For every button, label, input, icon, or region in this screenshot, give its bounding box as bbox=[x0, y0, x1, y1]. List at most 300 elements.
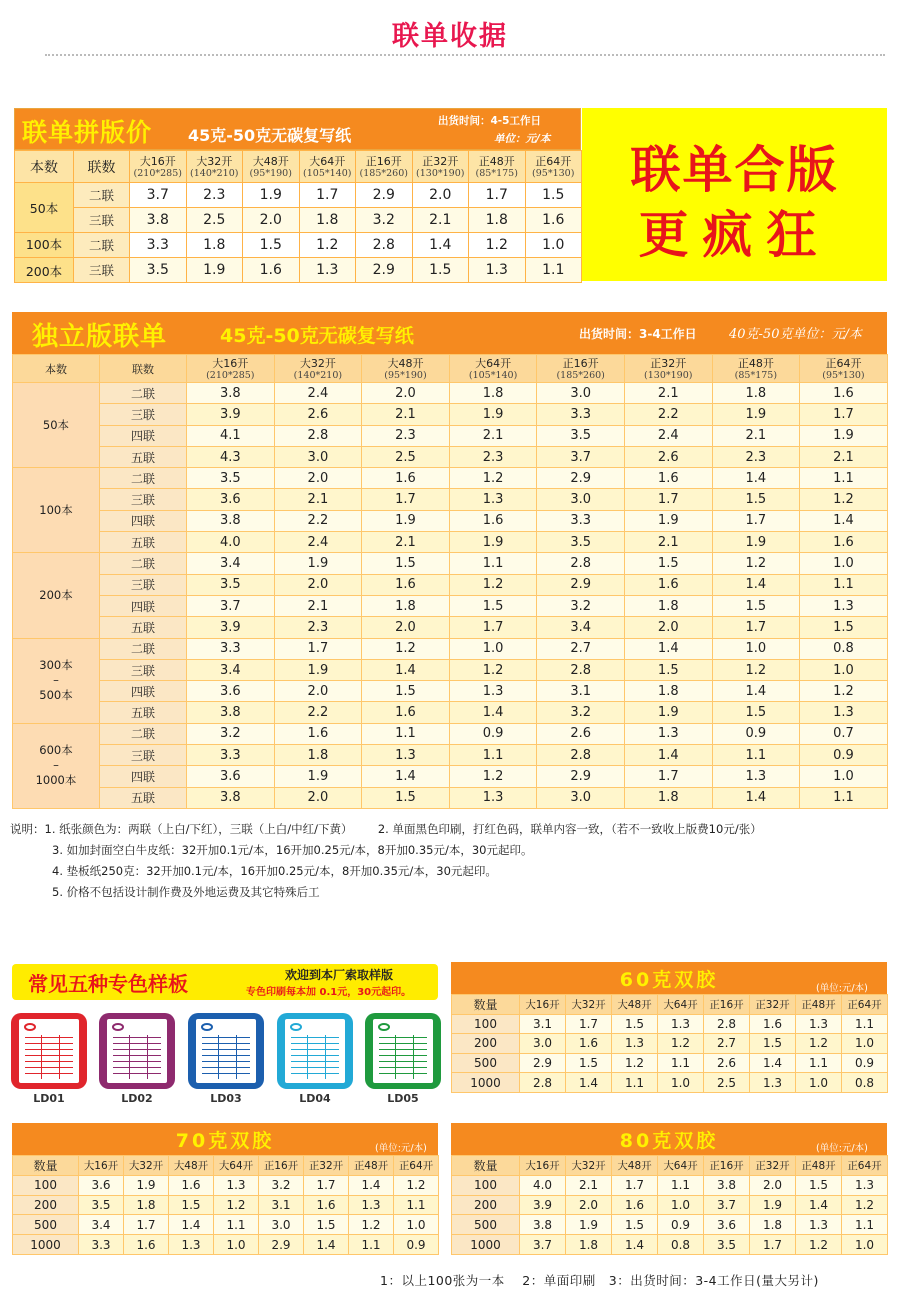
price-cell: 1.1 bbox=[800, 787, 888, 808]
price-cell: 2.4 bbox=[624, 425, 712, 446]
price-cell: 1.9 bbox=[274, 766, 362, 787]
price-cell: 1.3 bbox=[624, 723, 712, 744]
price-cell: 2.0 bbox=[274, 468, 362, 489]
sample-card bbox=[11, 1013, 87, 1089]
table-row bbox=[13, 787, 888, 808]
price-cell: 0.8 bbox=[800, 638, 888, 659]
price-cell: 3.8 bbox=[187, 787, 275, 808]
price-cell: 1.5 bbox=[750, 1034, 796, 1054]
size-name: 大16开 bbox=[139, 154, 176, 168]
price-cell: 3.9 bbox=[520, 1195, 566, 1215]
price-cell: 1.4 bbox=[566, 1073, 612, 1093]
form-line bbox=[379, 1049, 427, 1050]
paper-70g-title: 70克双胶 bbox=[175, 1130, 275, 1152]
combined-price-table bbox=[14, 150, 582, 283]
lian-count: 五联 bbox=[100, 446, 187, 467]
lian-count: 二联 bbox=[74, 183, 130, 208]
price-cell: 2.0 bbox=[566, 1195, 612, 1215]
price-cell: 1.7 bbox=[624, 766, 712, 787]
price-cell: 1.1 bbox=[349, 1235, 394, 1255]
price-cell: 2.0 bbox=[243, 208, 300, 233]
lian-count: 五联 bbox=[100, 787, 187, 808]
price-cell: 2.1 bbox=[362, 532, 450, 553]
price-cell: 1.6 bbox=[362, 468, 450, 489]
price-cell: 1.1 bbox=[800, 574, 888, 595]
price-cell: 0.7 bbox=[800, 723, 888, 744]
size-dimensions: (130*190) bbox=[644, 369, 693, 381]
price-cell: 1.7 bbox=[800, 404, 888, 425]
price-cell: 3.0 bbox=[520, 1034, 566, 1054]
price-cell: 2.4 bbox=[274, 383, 362, 404]
price-cell: 3.3 bbox=[187, 745, 275, 766]
qty-cell: 200 bbox=[13, 1195, 79, 1215]
page-title: 联单收据 bbox=[392, 21, 508, 52]
price-cell: 2.3 bbox=[362, 425, 450, 446]
size-dimensions: (85*175) bbox=[475, 167, 518, 179]
size-dimensions: (140*210) bbox=[190, 167, 239, 179]
price-cell: 1.7 bbox=[274, 638, 362, 659]
price-cell: 2.6 bbox=[624, 446, 712, 467]
price-cell: 3.5 bbox=[130, 258, 187, 283]
price-cell: 1.5 bbox=[612, 1215, 658, 1235]
size-dimensions: (210*285) bbox=[206, 369, 255, 381]
standalone-price-unit: 40克-50克单位：元/本 bbox=[729, 327, 862, 342]
price-cell: 1.4 bbox=[412, 233, 469, 258]
price-cell: 1.3 bbox=[362, 745, 450, 766]
combined-price-ship-time: 出货时间：4-5工作日 bbox=[438, 115, 541, 127]
price-cell: 2.0 bbox=[274, 574, 362, 595]
table-row bbox=[452, 1073, 888, 1093]
price-cell: 3.5 bbox=[537, 425, 625, 446]
price-cell: 1.6 bbox=[624, 468, 712, 489]
price-cell: 1.5 bbox=[612, 1014, 658, 1034]
price-cell: 1.3 bbox=[800, 702, 888, 723]
price-cell: 3.7 bbox=[704, 1195, 750, 1215]
price-cell: 1.0 bbox=[842, 1235, 888, 1255]
table-row bbox=[13, 617, 888, 638]
lian-count: 五联 bbox=[100, 617, 187, 638]
price-cell: 2.9 bbox=[356, 183, 413, 208]
qty-label: 300本 bbox=[39, 658, 73, 673]
price-cell: 2.6 bbox=[704, 1053, 750, 1073]
price-cell: 3.9 bbox=[187, 404, 275, 425]
lian-count: 四联 bbox=[100, 510, 187, 531]
form-line bbox=[291, 1061, 339, 1062]
price-cell: 1.8 bbox=[624, 787, 712, 808]
paper-80g-table bbox=[451, 1155, 888, 1255]
price-cell: 1.1 bbox=[796, 1053, 842, 1073]
price-cell: 3.0 bbox=[274, 446, 362, 467]
form-column-line bbox=[147, 1035, 148, 1079]
size-header: 正48开 bbox=[796, 995, 842, 1015]
combined-price-paper: 45克-50克无碳复写纸 bbox=[188, 126, 352, 145]
size-header: 正64开 bbox=[842, 995, 888, 1015]
price-cell: 1.1 bbox=[612, 1073, 658, 1093]
table-row bbox=[13, 553, 888, 574]
size-header: 正64开 bbox=[394, 1156, 439, 1176]
form-line bbox=[379, 1061, 427, 1062]
size-name: 正32开 bbox=[422, 154, 459, 168]
samples-welcome: 欢迎到本厂索取样版 bbox=[285, 968, 394, 982]
price-cell: 1.5 bbox=[566, 1053, 612, 1073]
price-cell: 1.8 bbox=[624, 681, 712, 702]
lian-count: 四联 bbox=[100, 766, 187, 787]
price-cell: 1.9 bbox=[124, 1175, 169, 1195]
price-cell: 2.0 bbox=[362, 383, 450, 404]
form-line bbox=[291, 1073, 339, 1074]
price-cell: 2.0 bbox=[362, 617, 450, 638]
price-cell: 1.5 bbox=[624, 659, 712, 680]
qty-group bbox=[13, 468, 100, 553]
price-cell: 1.8 bbox=[299, 208, 356, 233]
price-cell: 1.5 bbox=[362, 553, 450, 574]
table-row bbox=[13, 1215, 439, 1235]
table-row bbox=[15, 233, 582, 258]
price-cell: 1.6 bbox=[525, 208, 582, 233]
price-cell: 1.1 bbox=[394, 1195, 439, 1215]
sample-label: LD05 bbox=[387, 1092, 419, 1105]
size-name: 大64开 bbox=[309, 154, 346, 168]
price-cell: 1.5 bbox=[712, 489, 800, 510]
price-cell: 2.2 bbox=[274, 510, 362, 531]
price-cell: 1.2 bbox=[842, 1195, 888, 1215]
qty-cell: 500 bbox=[13, 1215, 79, 1235]
price-cell: 1.4 bbox=[349, 1175, 394, 1195]
size-header: 大48开 bbox=[612, 1156, 658, 1176]
table-row bbox=[13, 745, 888, 766]
table-row bbox=[13, 595, 888, 616]
logo-icon bbox=[201, 1023, 213, 1031]
price-cell: 3.0 bbox=[537, 787, 625, 808]
form-line bbox=[25, 1061, 73, 1062]
price-cell: 0.9 bbox=[658, 1215, 704, 1235]
form-column-line bbox=[129, 1035, 130, 1079]
price-cell: 2.2 bbox=[624, 404, 712, 425]
price-cell: 3.2 bbox=[537, 595, 625, 616]
price-cell: 1.7 bbox=[304, 1175, 349, 1195]
table-row bbox=[13, 1175, 439, 1195]
price-cell: 1.2 bbox=[712, 659, 800, 680]
price-cell: 2.5 bbox=[362, 446, 450, 467]
price-cell: 1.9 bbox=[624, 510, 712, 531]
table-row bbox=[13, 723, 888, 744]
price-cell: 1.6 bbox=[274, 723, 362, 744]
paper-70g-unit: (单位:元/本) bbox=[375, 1143, 427, 1154]
price-cell: 3.5 bbox=[187, 468, 275, 489]
price-cell: 2.8 bbox=[704, 1014, 750, 1034]
table-row bbox=[13, 702, 888, 723]
form-column-line bbox=[236, 1035, 237, 1079]
price-cell: 1.8 bbox=[362, 595, 450, 616]
size-header: 正16开 bbox=[259, 1156, 304, 1176]
price-cell: 1.0 bbox=[449, 638, 537, 659]
sample-label: LD02 bbox=[121, 1092, 153, 1105]
price-cell: 1.2 bbox=[449, 659, 537, 680]
price-cell: 2.5 bbox=[186, 208, 243, 233]
price-cell: 3.4 bbox=[79, 1215, 124, 1235]
form-line bbox=[113, 1049, 161, 1050]
table-row bbox=[13, 1235, 439, 1255]
price-cell: 1.6 bbox=[362, 574, 450, 595]
price-cell: 1.7 bbox=[124, 1215, 169, 1235]
size-header: 大64开 bbox=[658, 995, 704, 1015]
table-row bbox=[15, 183, 582, 208]
table-row bbox=[13, 404, 888, 425]
price-cell: 2.9 bbox=[520, 1053, 566, 1073]
size-name: 大48开 bbox=[387, 356, 424, 370]
price-cell: 1.5 bbox=[525, 183, 582, 208]
form-line bbox=[113, 1061, 161, 1062]
form-line bbox=[25, 1049, 73, 1050]
qty-label: 1000本 bbox=[35, 773, 77, 788]
qty-cell: 100 bbox=[452, 1175, 520, 1195]
price-cell: 2.5 bbox=[704, 1073, 750, 1093]
form-line bbox=[379, 1037, 427, 1038]
lian-count: 三联 bbox=[74, 258, 130, 283]
price-cell: 1.7 bbox=[449, 617, 537, 638]
price-cell: 3.6 bbox=[79, 1175, 124, 1195]
form-line bbox=[291, 1037, 339, 1038]
form-line bbox=[379, 1055, 427, 1056]
qty-label: 100本 bbox=[39, 502, 73, 517]
table-row bbox=[13, 468, 888, 489]
qty-header: 数量 bbox=[13, 1156, 79, 1176]
size-header bbox=[243, 151, 300, 183]
price-cell: 3.5 bbox=[79, 1195, 124, 1215]
size-header: 大64开 bbox=[214, 1156, 259, 1176]
price-cell: 1.3 bbox=[800, 595, 888, 616]
table-row bbox=[13, 383, 888, 404]
price-cell: 3.8 bbox=[130, 208, 187, 233]
price-cell: 2.6 bbox=[274, 404, 362, 425]
note-2: 2. 单面黑色印刷，打红色码，联单内容一致，（若不一致收上版费10元/张） bbox=[377, 822, 762, 836]
lian-count: 二联 bbox=[74, 233, 130, 258]
price-cell: 1.5 bbox=[800, 617, 888, 638]
sample-card bbox=[99, 1013, 175, 1089]
size-header: 正64开 bbox=[842, 1156, 888, 1176]
paper-80g-title: 80克双胶 bbox=[619, 1130, 719, 1152]
table-row bbox=[452, 1014, 888, 1034]
size-header bbox=[525, 151, 582, 183]
size-dimensions: (95*130) bbox=[532, 167, 575, 179]
qty-header: 本数 bbox=[15, 151, 74, 183]
price-cell: 3.2 bbox=[356, 208, 413, 233]
qty-label: 200本 bbox=[39, 587, 73, 602]
form-column-line bbox=[395, 1035, 396, 1079]
price-cell: 3.1 bbox=[520, 1014, 566, 1034]
note-5: 5. 价格不包括设计制作费及外地运费及其它特殊后工 bbox=[52, 885, 320, 899]
price-cell: 1.4 bbox=[169, 1215, 214, 1235]
promo-line-2: 更疯狂 bbox=[638, 206, 831, 264]
price-cell: 2.9 bbox=[537, 468, 625, 489]
price-cell: 1.7 bbox=[624, 489, 712, 510]
size-dimensions: (105*140) bbox=[468, 369, 518, 381]
form-line bbox=[25, 1043, 73, 1044]
price-cell: 1.2 bbox=[612, 1053, 658, 1073]
price-cell: 2.8 bbox=[537, 553, 625, 574]
qty-cell: 500 bbox=[452, 1053, 520, 1073]
price-cell: 1.0 bbox=[394, 1215, 439, 1235]
price-cell: 1.5 bbox=[362, 787, 450, 808]
price-cell: 1.9 bbox=[750, 1195, 796, 1215]
price-cell: 1.6 bbox=[750, 1014, 796, 1034]
qty-cell: 1000 bbox=[452, 1235, 520, 1255]
qty-label: – bbox=[53, 758, 59, 773]
price-cell: 3.8 bbox=[520, 1215, 566, 1235]
price-cell: 1.8 bbox=[186, 233, 243, 258]
price-cell: 1.6 bbox=[243, 258, 300, 283]
header-row bbox=[13, 355, 888, 383]
price-cell: 1.8 bbox=[124, 1195, 169, 1215]
sample-card bbox=[277, 1013, 353, 1089]
qty-group bbox=[13, 723, 100, 808]
price-cell: 3.6 bbox=[187, 681, 275, 702]
logo-icon bbox=[24, 1023, 36, 1031]
price-cell: 1.1 bbox=[842, 1215, 888, 1235]
size-name: 大48开 bbox=[252, 154, 289, 168]
price-cell: 3.8 bbox=[187, 702, 275, 723]
price-cell: 1.9 bbox=[243, 183, 300, 208]
qty-label-to: 200本 bbox=[25, 264, 63, 279]
price-cell: 2.6 bbox=[537, 723, 625, 744]
price-cell: 1.5 bbox=[243, 233, 300, 258]
price-cell: 1.3 bbox=[449, 681, 537, 702]
price-cell: 1.4 bbox=[449, 702, 537, 723]
price-cell: 1.1 bbox=[449, 745, 537, 766]
qty-cell: 100 bbox=[452, 1014, 520, 1034]
price-cell: 1.0 bbox=[800, 553, 888, 574]
price-cell: 2.1 bbox=[449, 425, 537, 446]
price-cell: 1.9 bbox=[186, 258, 243, 283]
price-cell: 2.4 bbox=[274, 532, 362, 553]
price-cell: 1.1 bbox=[842, 1014, 888, 1034]
price-cell: 2.1 bbox=[624, 532, 712, 553]
price-cell: 2.7 bbox=[704, 1034, 750, 1054]
price-cell: 0.9 bbox=[449, 723, 537, 744]
price-cell: 3.3 bbox=[187, 638, 275, 659]
form-line bbox=[379, 1043, 427, 1044]
price-cell: 1.7 bbox=[362, 489, 450, 510]
price-cell: 1.5 bbox=[304, 1215, 349, 1235]
price-cell: 1.0 bbox=[712, 638, 800, 659]
note-3: 3. 如加封面空白牛皮纸：32开加0.1元/本，16开加0.25元/本，8开加0.35元/本，30元起印。 bbox=[52, 843, 533, 857]
price-cell: 1.3 bbox=[712, 766, 800, 787]
form-line bbox=[202, 1043, 250, 1044]
size-header bbox=[800, 355, 888, 383]
price-cell: 1.2 bbox=[449, 574, 537, 595]
standalone-price-paper: 45克-50克无碳复写纸 bbox=[220, 325, 414, 347]
standalone-price-ship-time: 出货时间：3-4工作日 bbox=[579, 327, 697, 341]
price-cell: 2.0 bbox=[274, 787, 362, 808]
qty-label: 50本 bbox=[42, 417, 70, 432]
price-cell: 0.9 bbox=[394, 1235, 439, 1255]
price-cell: 1.9 bbox=[624, 702, 712, 723]
lian-count: 二联 bbox=[100, 638, 187, 659]
size-header bbox=[362, 355, 450, 383]
size-name: 大32开 bbox=[196, 154, 233, 168]
paper-60g-title: 60克双胶 bbox=[619, 969, 719, 991]
price-cell: 1.0 bbox=[214, 1235, 259, 1255]
price-cell: 1.9 bbox=[274, 553, 362, 574]
price-cell: 1.6 bbox=[800, 383, 888, 404]
price-cell: 3.0 bbox=[259, 1215, 304, 1235]
size-header: 大32开 bbox=[124, 1156, 169, 1176]
price-cell: 1.3 bbox=[349, 1195, 394, 1215]
lian-count: 五联 bbox=[100, 532, 187, 553]
logo-icon bbox=[290, 1023, 302, 1031]
lian-count: 三联 bbox=[100, 404, 187, 425]
size-name: 正16开 bbox=[365, 154, 402, 168]
form-line bbox=[113, 1073, 161, 1074]
qty-label: 600本 bbox=[39, 743, 73, 758]
price-cell: 1.2 bbox=[800, 489, 888, 510]
lian-count: 三联 bbox=[100, 745, 187, 766]
price-cell: 1.8 bbox=[274, 745, 362, 766]
size-name: 正48开 bbox=[478, 154, 515, 168]
price-cell: 1.6 bbox=[800, 532, 888, 553]
price-cell: 1.1 bbox=[449, 553, 537, 574]
price-cell: 2.0 bbox=[750, 1175, 796, 1195]
price-cell: 1.7 bbox=[612, 1175, 658, 1195]
price-cell: 1.3 bbox=[449, 787, 537, 808]
price-cell: 2.8 bbox=[537, 745, 625, 766]
lian-count: 三联 bbox=[100, 659, 187, 680]
size-header: 大32开 bbox=[566, 1156, 612, 1176]
price-cell: 1.4 bbox=[624, 745, 712, 766]
price-cell: 3.1 bbox=[537, 681, 625, 702]
form-line bbox=[25, 1067, 73, 1068]
size-header: 大64开 bbox=[658, 1156, 704, 1176]
size-dimensions: (85*175) bbox=[734, 369, 778, 381]
sample-card bbox=[365, 1013, 441, 1089]
price-cell: 3.0 bbox=[537, 489, 625, 510]
table-row bbox=[13, 574, 888, 595]
table-row bbox=[15, 258, 582, 283]
size-name: 正64开 bbox=[535, 154, 572, 168]
size-dimensions: (95*130) bbox=[822, 369, 865, 381]
lian-count: 四联 bbox=[100, 681, 187, 702]
price-cell: 2.3 bbox=[712, 446, 800, 467]
price-cell: 1.3 bbox=[842, 1175, 888, 1195]
form-line bbox=[25, 1073, 73, 1074]
table-row bbox=[13, 510, 888, 531]
price-cell: 0.8 bbox=[658, 1235, 704, 1255]
price-cell: 1.4 bbox=[712, 468, 800, 489]
price-cell: 1.5 bbox=[412, 258, 469, 283]
size-header: 大32开 bbox=[566, 995, 612, 1015]
form-line bbox=[291, 1043, 339, 1044]
price-cell: 2.9 bbox=[356, 258, 413, 283]
form-column-line bbox=[59, 1035, 60, 1079]
header-row bbox=[452, 995, 888, 1015]
size-dimensions: (95*190) bbox=[384, 369, 427, 381]
price-cell: 1.2 bbox=[449, 766, 537, 787]
price-cell: 1.2 bbox=[469, 233, 526, 258]
table-row bbox=[452, 1235, 888, 1255]
price-cell: 1.9 bbox=[800, 425, 888, 446]
price-cell: 3.5 bbox=[704, 1235, 750, 1255]
size-dimensions: (140*210) bbox=[293, 369, 343, 381]
lian-count: 二联 bbox=[100, 383, 187, 404]
note-1: 说明：1. 纸张颜色为：两联（上白/下红），三联（上白/中红/下黄） bbox=[10, 822, 353, 836]
header-row bbox=[452, 1156, 888, 1176]
price-cell: 1.0 bbox=[658, 1195, 704, 1215]
price-cell: 1.0 bbox=[525, 233, 582, 258]
form-line bbox=[202, 1049, 250, 1050]
price-cell: 2.1 bbox=[274, 595, 362, 616]
price-cell: 1.3 bbox=[796, 1014, 842, 1034]
price-cell: 1.0 bbox=[658, 1073, 704, 1093]
